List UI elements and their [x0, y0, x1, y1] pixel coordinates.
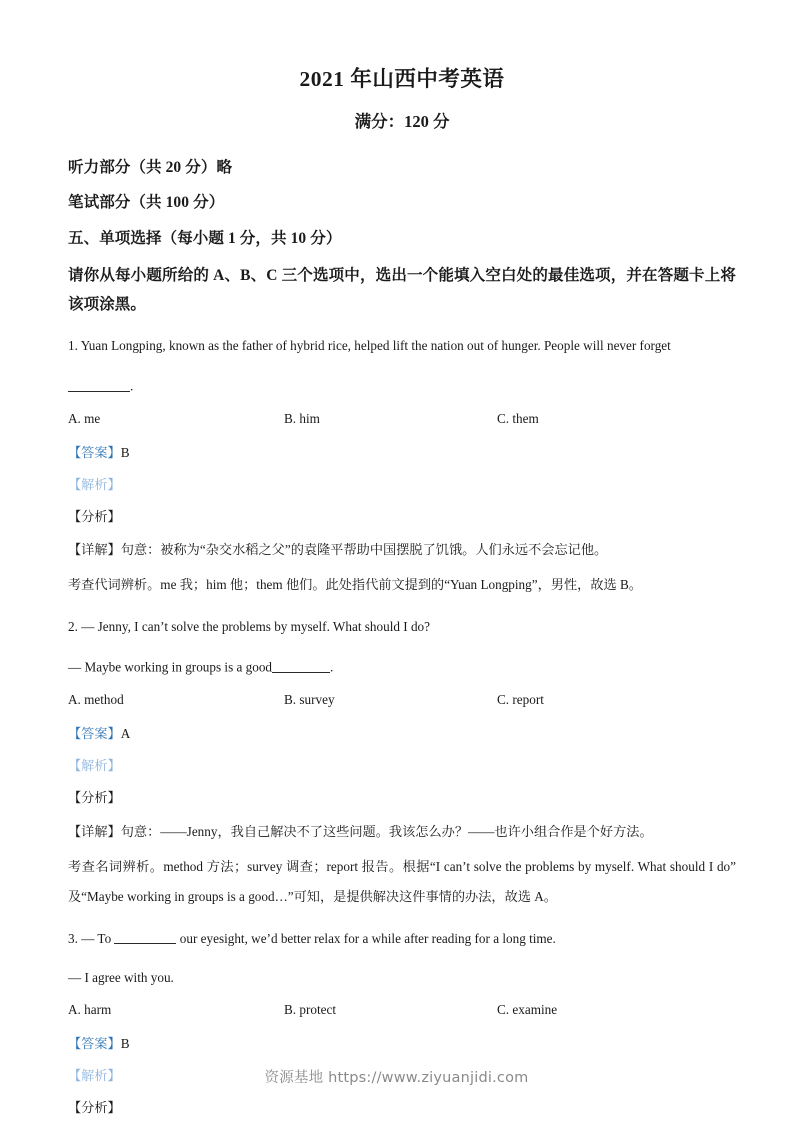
answer-blank — [114, 930, 176, 944]
question-2-detail: 【详解】句意：——Jenny，我自己解决不了这些问题。我该怎么办？——也许小组合作是个好方法。 — [68, 823, 653, 839]
question-2-answer — [68, 708, 736, 740]
answer-blank — [272, 659, 330, 673]
option-c[interactable]: C. examine — [497, 1001, 558, 1017]
question-1-stem-text: 1. Yuan Longping, known as the father of hybrid rice, helped lift the nation out of hunger. People will never forget — [68, 338, 671, 353]
question-3-stem-line1 — [68, 912, 736, 954]
question-1-answer — [68, 427, 736, 459]
option-b[interactable]: B. survey — [284, 692, 335, 708]
option-a[interactable]: A. method — [68, 692, 124, 708]
question-2-stem-line2-tail: . — [330, 659, 334, 675]
question-block-1 — [68, 319, 736, 600]
question-1-detail: 【详解】句意：被称为“杂交水稻之父”的袁隆平帮助中国摆脱了饥饿。人们永远不会忘记他。 — [68, 542, 608, 558]
fenxi-label: 【分析】 — [68, 509, 121, 525]
option-b[interactable]: B. protect — [284, 1001, 337, 1017]
question-3-stem-line2: — I agree with you. — [68, 969, 174, 985]
jiexi-label: 【解析】 — [68, 476, 121, 492]
heading-section-five: 五、单项选择（每小题 1 分，共 10 分） — [68, 229, 342, 247]
question-3-answer — [68, 1018, 736, 1050]
answer-blank — [68, 378, 130, 392]
answer-value: B — [120, 444, 130, 460]
question-2-stem-line2 — [68, 642, 736, 674]
option-c[interactable]: C. report — [497, 692, 544, 708]
question-2-jiexi — [68, 740, 736, 772]
question-3-fenxi — [68, 1082, 736, 1114]
question-2-detail-cont: 考查名词辨析。method 方法；survey 调查；report 报告。根据“I can’t solve the problems by myself. What should I do”及“Maybe working in groups is a good…”可知，是提供解决这件事情的办法，故选 A。 — [68, 858, 736, 904]
answer-value: B — [120, 1035, 130, 1051]
jiexi-label: 【解析】 — [68, 758, 121, 774]
section-instruction: 请你从每小题所给的 A、B、C 三个选项中，选出一个能填入空白处的最佳选项，并在答题卡上将该项涂黑。 — [68, 267, 736, 313]
option-b[interactable]: B. him — [284, 410, 320, 426]
question-1-detail-cont: 考查代词辨析。me 我；him 他；them 他们。此处指代前文提到的“Yuan Longping”，男性，故选 B。 — [68, 577, 642, 593]
question-3-stem-line1-tail: our eyesight, we’d better relax for a while after reading for a long time. — [179, 930, 556, 946]
question-1-blank-line — [68, 361, 736, 393]
question-1-stem-tail: . — [130, 378, 134, 394]
option-c[interactable]: C. them — [497, 410, 539, 426]
answer-label: 【答案】 — [68, 1035, 121, 1051]
question-1-stem — [68, 319, 736, 361]
document-content — [68, 0, 736, 1115]
question-2-stem-line1: 2. — Jenny, I can’t solve the problems by myself. What should I do? — [68, 619, 430, 635]
answer-label: 【答案】 — [68, 726, 121, 742]
question-3-stem-line1-head: 3. — To — [68, 930, 112, 946]
answer-label: 【答案】 — [68, 444, 121, 460]
heading-written-part: 笔试部分（共 100 分） — [68, 194, 225, 211]
option-a[interactable]: A. harm — [68, 1001, 112, 1017]
question-2-fenxi — [68, 772, 736, 804]
fenxi-label: 【分析】 — [68, 1100, 121, 1116]
jiexi-label: 【解析】 — [68, 1068, 121, 1084]
total-score-subtitle: 满分：120 分 — [354, 111, 450, 131]
question-1-options — [68, 393, 736, 427]
fenxi-label: 【分析】 — [68, 790, 121, 806]
option-a[interactable]: A. me — [68, 410, 101, 426]
answer-value: A — [120, 726, 131, 742]
question-2-options — [68, 674, 736, 708]
question-block-2 — [68, 600, 736, 911]
question-2-stem-line2-text: — Maybe working in groups is a good — [68, 659, 273, 675]
question-1-fenxi — [68, 491, 736, 523]
heading-listening-part: 听力部分（共 20 分）略 — [68, 158, 233, 176]
question-1-jiexi — [68, 459, 736, 491]
footer-watermark: 资源基地 https://www.ziyuanjidi.com — [264, 1070, 529, 1086]
page-title: 2021 年山西中考英语 — [299, 67, 505, 91]
question-3-options — [68, 984, 736, 1018]
